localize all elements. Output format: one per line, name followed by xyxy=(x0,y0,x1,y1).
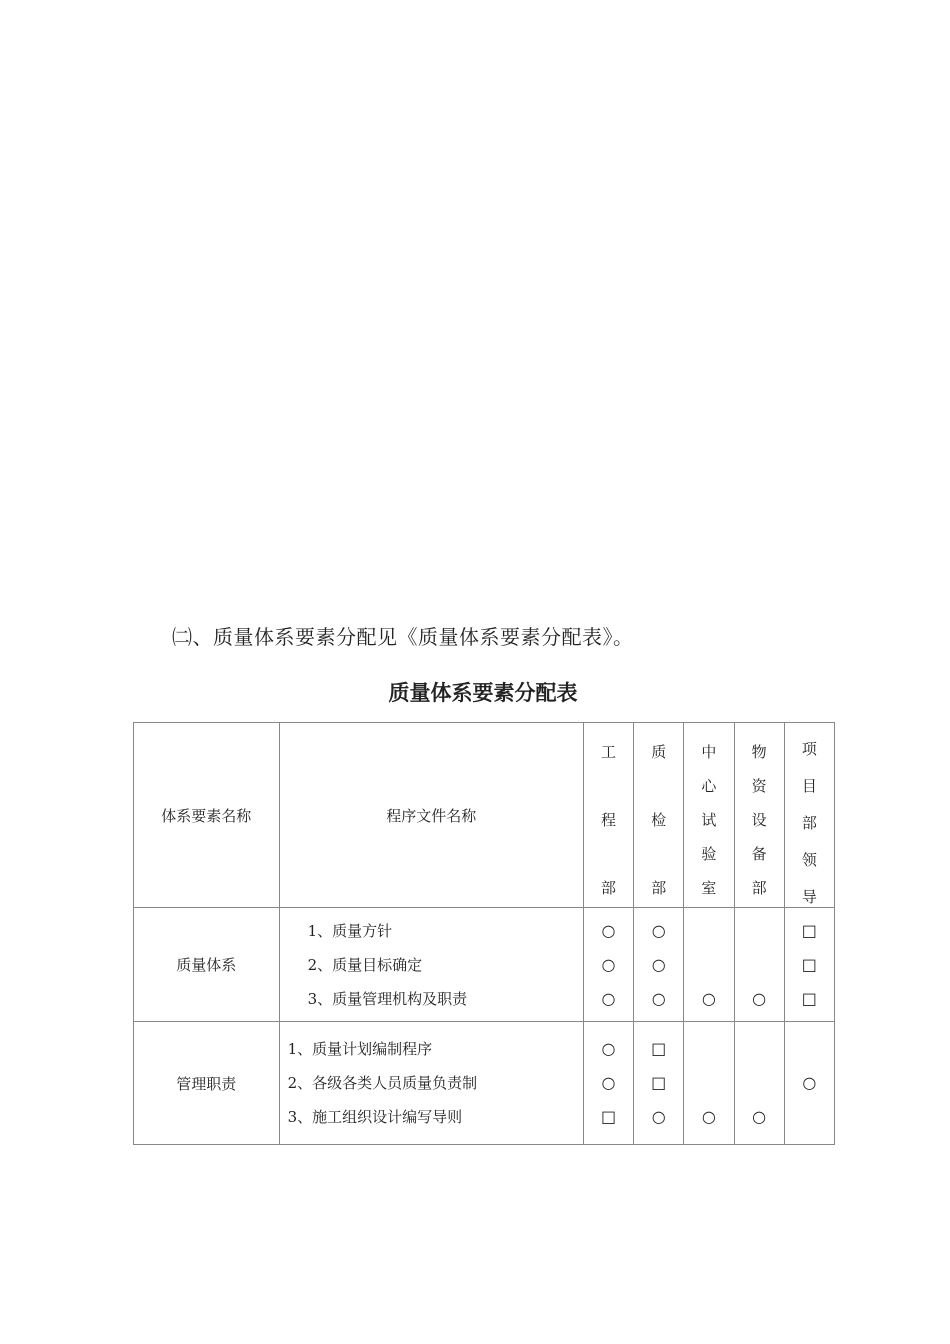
table-row xyxy=(134,908,835,1022)
doc-line: 3、施工组织设计编写导则 xyxy=(287,1108,463,1126)
doc-cell xyxy=(279,908,583,1022)
table-row xyxy=(134,1022,835,1145)
table-title: 质量体系要素分配表 xyxy=(388,681,578,705)
header-dept-engineering: 工 程 部 xyxy=(583,723,633,908)
section-heading: ㈡、质量体系要素分配见《质量体系要素分配表》。 xyxy=(172,625,634,649)
doc-line: 2、质量目标确定 xyxy=(307,955,423,974)
mark-cell: ○ ○ ○ xyxy=(634,908,684,1022)
header-element-name: 体系要素名称 xyxy=(134,723,280,908)
doc-line: 3、质量管理机构及职责 xyxy=(307,989,468,1008)
header-dept-central-lab: 中 心 试 验 室 xyxy=(684,723,734,908)
allocation-table xyxy=(133,722,835,1145)
mark-cell: □ □ ○ xyxy=(634,1022,684,1145)
doc-cell xyxy=(279,1022,583,1145)
mark-cell: ○ ○ ○ xyxy=(583,908,633,1022)
header-dept-materials-equipment: 物 资 设 备 部 xyxy=(734,723,784,908)
mark-cell: ○ xyxy=(784,1022,834,1145)
mark-cell: □ □ □ xyxy=(784,908,834,1022)
element-cell: 管理职责 xyxy=(134,1022,280,1145)
mark-cell: ○ xyxy=(684,1022,734,1145)
doc-line: 1、质量计划编制程序 xyxy=(287,1040,433,1058)
header-doc-name: 程序文件名称 xyxy=(279,723,583,908)
mark-cell: ○ xyxy=(684,908,734,1022)
doc-line: 2、各级各类人员质量负责制 xyxy=(287,1074,478,1092)
mark-cell: ○ xyxy=(734,908,784,1022)
mark-cell: ○ ○ □ xyxy=(583,1022,633,1145)
table-header-row xyxy=(134,723,835,908)
doc-line: 1、质量方针 xyxy=(307,921,393,940)
header-dept-project-leadership: 项 目 部 领 导 xyxy=(784,723,834,908)
mark-cell: ○ xyxy=(734,1022,784,1145)
header-dept-quality-inspection: 质 检 部 xyxy=(634,723,684,908)
element-cell: 质量体系 xyxy=(134,908,280,1022)
